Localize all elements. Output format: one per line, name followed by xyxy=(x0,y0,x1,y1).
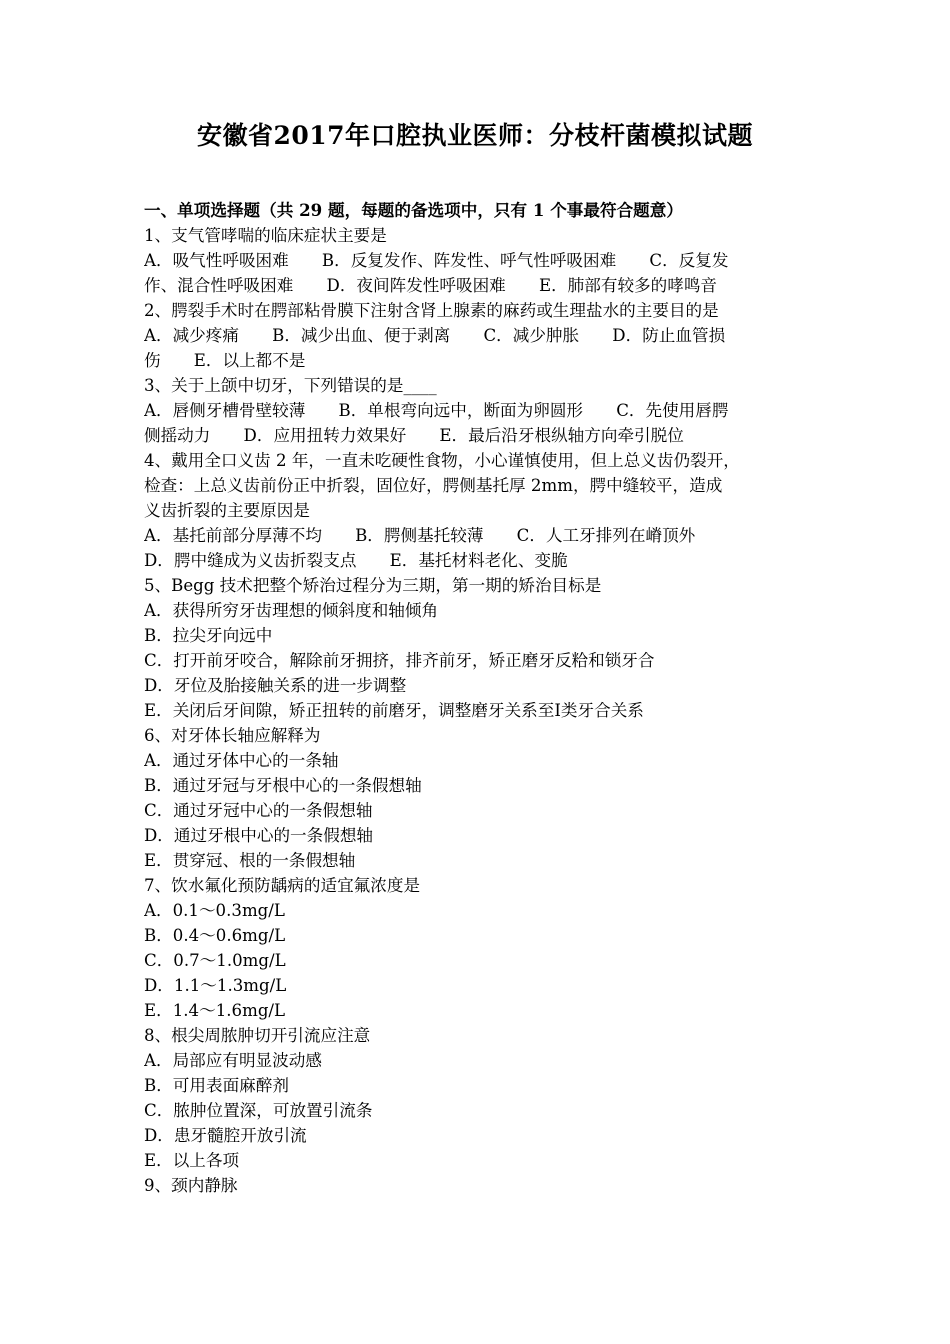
text-line: C．打开前牙咬合，解除前牙拥挤，排齐前牙，矫正磨牙反粭和锁牙合 xyxy=(144,651,655,670)
text-line: B．0.4～0.6mg/L xyxy=(144,926,286,945)
text-line: A．通过牙体中心的一条轴 xyxy=(144,751,339,770)
text-line: B．可用表面麻醉剂 xyxy=(144,1076,289,1095)
text-line: 义齿折裂的主要原因是 xyxy=(144,501,310,520)
text-line: E．以上各项 xyxy=(144,1151,240,1170)
text-line: D．1.1～1.3mg/L xyxy=(144,976,287,995)
text-line: 伤 E．以上都不是 xyxy=(144,351,306,370)
text-line: A．减少疼痛 B．减少出血、便于剥离 C．减少肿胀 D．防止血管损 xyxy=(144,326,726,345)
text-line: A．0.1～0.3mg/L xyxy=(144,901,285,920)
text-line: 2、腭裂手术时在腭部粘骨膜下注射含肾上腺素的麻药或生理盐水的主要目的是 xyxy=(144,301,719,320)
text-line: D．牙位及胎接触关系的进一步调整 xyxy=(144,676,407,695)
text-line: 检查：上总义齿前份正中折裂，固位好，腭侧基托厚 2mm，腭中缝较平，造成 xyxy=(144,476,723,495)
text-line: A．基托前部分厚薄不均 B．腭侧基托较薄 C．人工牙排列在嵴顶外 xyxy=(144,526,696,545)
text-line: E．1.4～1.6mg/L xyxy=(144,1001,286,1020)
text-line: A．获得所穷牙齿理想的倾斜度和轴倾角 xyxy=(144,601,439,620)
section-heading: 一、单项选择题（共 29 题，每题的备选项中，只有 1 个事最符合题意） xyxy=(144,200,683,220)
text-line: A．局部应有明显波动感 xyxy=(144,1051,322,1070)
text-line: D．通过牙根中心的一条假想轴 xyxy=(144,826,374,845)
text-line: C．0.7～1.0mg/L xyxy=(144,951,286,970)
document-title: 安徽省2017年口腔执业医师：分枝杆菌模拟试题 xyxy=(196,121,754,150)
text-line: 3、关于上颌中切牙，下列错误的是____ xyxy=(144,376,437,395)
text-line: C．脓肿位置深，可放置引流条 xyxy=(144,1101,373,1120)
text-line: C．通过牙冠中心的一条假想轴 xyxy=(144,801,373,820)
text-line: 8、根尖周脓肿切开引流应注意 xyxy=(144,1026,371,1045)
document-body xyxy=(144,198,812,1198)
text-line: 6、对牙体长轴应解释为 xyxy=(144,726,321,745)
text-line: 4、戴用全口义齿 2 年，一直未吃硬性食物，小心谨慎使用，但上总义齿仍裂开， xyxy=(144,451,740,470)
text-line: E．贯穿冠、根的一条假想轴 xyxy=(144,851,356,870)
text-line: A．唇侧牙槽骨壁较薄 B．单根弯向远中，断面为卵圆形 C．先使用唇腭 xyxy=(144,401,729,420)
text-line: 5、Begg 技术把整个矫治过程分为三期，第一期的矫治目标是 xyxy=(144,576,602,595)
text-line: D．患牙髓腔开放引流 xyxy=(144,1126,307,1145)
text-line: 7、饮水氟化预防龋病的适宜氟浓度是 xyxy=(144,876,421,895)
text-line: B．通过牙冠与牙根中心的一条假想轴 xyxy=(144,776,422,795)
text-line: 侧摇动力 D．应用扭转力效果好 E．最后沿牙根纵轴方向牵引脱位 xyxy=(144,426,684,445)
text-line: 9、颈内静脉 xyxy=(144,1176,238,1195)
text-line: E．关闭后牙间隙，矫正扭转的前磨牙，调整磨牙关系至Ⅰ类牙合关系 xyxy=(144,701,644,720)
text-line: 作、混合性呼吸困难 D．夜间阵发性呼吸困难 E．肺部有较多的哮鸣音 xyxy=(144,276,718,295)
text-line: D．腭中缝成为义齿折裂支点 E．基托材料老化、变脆 xyxy=(144,551,568,570)
text-line: 1、支气管哮喘的临床症状主要是 xyxy=(144,226,387,245)
text-line: A．吸气性呼吸困难 B．反复发作、阵发性、呼气性呼吸困难 C．反复发 xyxy=(144,251,729,270)
text-line: B．拉尖牙向远中 xyxy=(144,626,273,645)
